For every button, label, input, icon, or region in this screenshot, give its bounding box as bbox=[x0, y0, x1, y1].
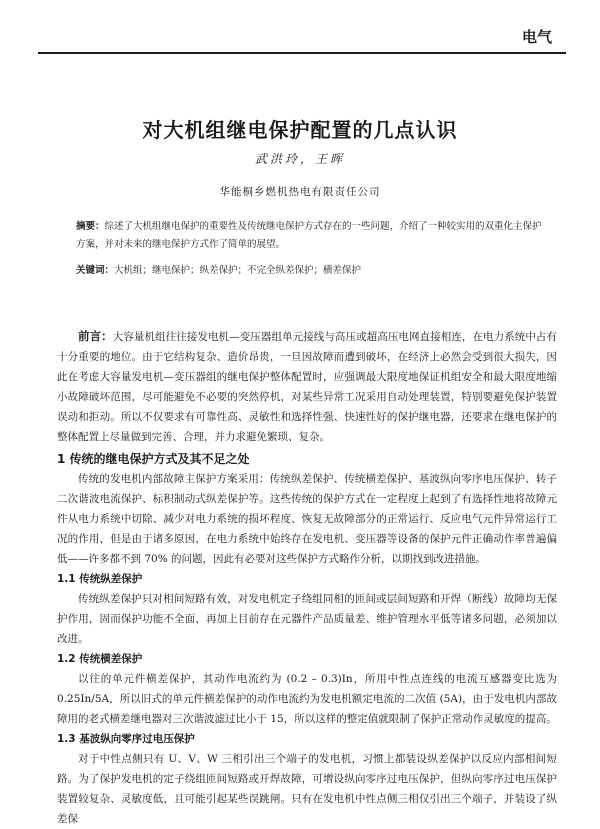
section-1-2-heading: 1.2 传统横差保护 bbox=[57, 653, 143, 665]
author-affiliation: 华能桐乡燃机热电有限责任公司 bbox=[219, 186, 381, 198]
keywords bbox=[76, 262, 546, 280]
abstract bbox=[76, 218, 546, 254]
section-label: 电气 bbox=[521, 28, 552, 46]
article-title: 对大机组继电保护配置的几点认识 bbox=[142, 118, 458, 142]
preface-paragraph bbox=[57, 326, 557, 447]
section-1-1-heading: 1.1 传统纵差保护 bbox=[57, 573, 143, 585]
section-1-3-paragraph: 对于中性点侧只有 U、V、W 三相引出三个端子的发电机，习惯上都装设纵差保护以反应内部相间短路。为了保护发电机的定子绕组匝间短路或开焊故障，可增设纵向零序过电压保护，但纵向零序过电压保护装置较复杂、灵敏度低，且可能引起某些误跳闸。只有在发电机中性点侧三相仅引出三个端子，并装设了纵差保 bbox=[57, 753, 557, 825]
preface-label: 前言： bbox=[78, 329, 113, 343]
section-1-3-heading: 1.3 基波纵向零序过电压保护 bbox=[57, 733, 195, 745]
abstract-text: 综述了大机组继电保护的重要性及传统继电保护方式存在的一些问题，介绍了一种较实用的双重化主保护方案，并对未来的继电保护方式作了简单的展望。 bbox=[76, 221, 542, 250]
section-1-1-paragraph: 传统纵差保护只对相间短路有效，对发电机定子绕组同相的匝间或层间短路和开焊（断线）故障均无保护作用，固而保护功能不全面，再加上目前存在元器件产品质量差、维护管理水平低等诸多问题，必须加以改进。 bbox=[57, 593, 557, 645]
article-body bbox=[57, 326, 557, 829]
keywords-text: 大机组；继电保护；纵差保护；不完全纵差保护；横差保护 bbox=[114, 265, 362, 276]
abstract-label: 摘要： bbox=[76, 221, 105, 232]
keywords-label: 关键词： bbox=[76, 265, 115, 276]
section-1-heading: 1 传统的继电保护方式及其不足之处 bbox=[57, 452, 250, 466]
header-divider bbox=[38, 52, 566, 54]
section-1-paragraph: 传统的发电机内部故障主保护方案采用：传统纵差保护、传统横差保护、基波纵向零序电压保护、转子二次谐波电流保护、标积制动式纵差保护等。这些传统的保护方式在一定程度上起到了有选择性地将故障元件从电力系统中切除、减少对电力系统的损坏程度、恢复无故障部分的正常运行、反应电气元件异常运行工况的作用，但是由于诸多原因，在电力系统中始终存在发电机、变压器等设备的保护元件正确动作率普遍偏低——许多都不到 70% 的问题，因此有必要对这些保护方式略作分析，以期找到改进措施。 bbox=[57, 473, 557, 565]
section-1-2-paragraph: 以往的单元件横差保护，其动作电流约为 (0.2 – 0.3)In，所用中性点连线的电流互感器变比选为 0.25In/5A，所以旧式的单元件横差保护的动作电流约为发电机额定电流的二次值 (5A)，由于发电机内部故障用的老式横差继电器对三次谐波滤过比小于 15，所以这样的整定值就限制了保护正常动作灵敏度的提高。 bbox=[57, 673, 557, 725]
article-authors: 武洪玲，王晖 bbox=[254, 152, 345, 166]
preface-text: 大容量机组往往接发电机—变压器组单元接线与高压或超高压电网直接相连，在电力系统中占有十分重要的地位。由于它结构复杂、造价昂贵，一旦因故障而遭到破坏，在经济上必然会受到很大损失，因此在考虑大容量发电机—变压器组的继电保护整体配置时，应强调最大限度地保证机组安全和最大限度地缩小故障破坏范围，尽可能避免不必要的突然停机，对某些异常工况采用自动处理装置，特别要避免保护装置误动和拒动。所以不仅要求有可靠性高、灵敏性和选择性强、快速性好的保护继电器，还要求在继电保护的整体配置上尽量做到完善、合理，并力求避免繁琐、复杂。 bbox=[57, 331, 558, 443]
